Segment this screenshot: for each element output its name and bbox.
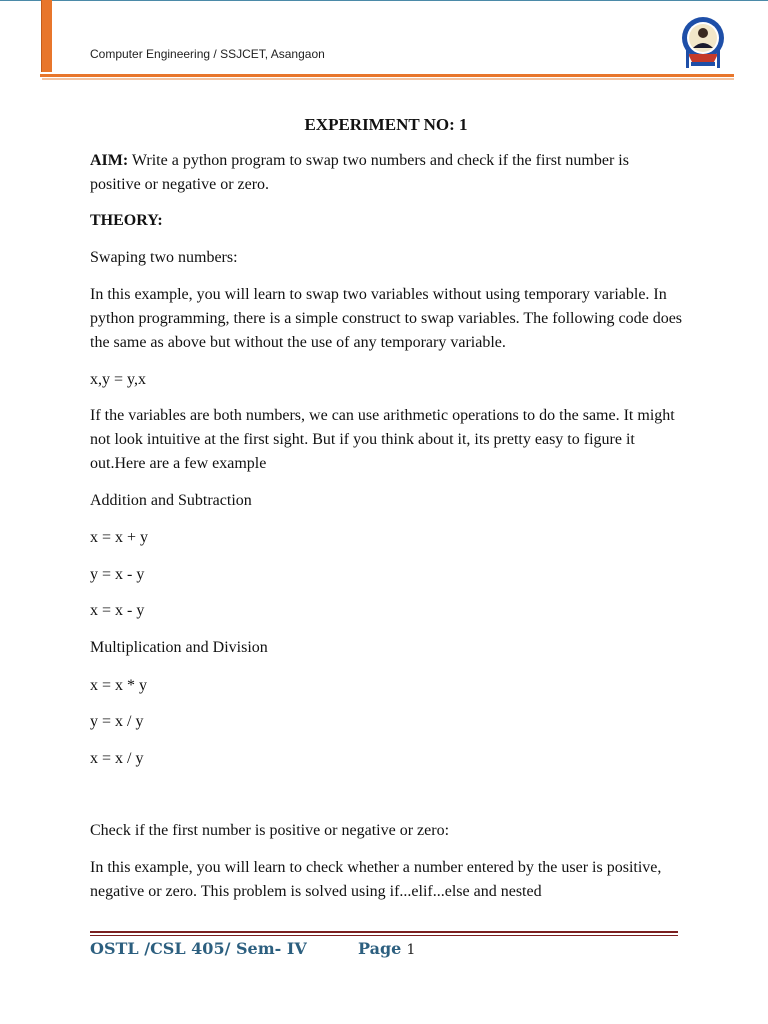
- footer-course: OSTL /CSL 405/ Sem- IV: [90, 939, 307, 958]
- check-intro: In this example, you will learn to check whether a number entered by the user is positive, negative or zero. This problem is solved using if...elif...else and nested: [90, 859, 662, 900]
- mul-div-heading: Multiplication and Division: [90, 639, 268, 656]
- header-divider: [40, 74, 734, 77]
- document-body: [90, 113, 682, 904]
- top-rule: [0, 0, 768, 1]
- swap-heading: Swaping two numbers:: [90, 249, 238, 266]
- header-divider-shadow: [42, 78, 734, 80]
- swap-code: x,y = y,x: [90, 371, 146, 388]
- header-accent-bar: [41, 0, 52, 72]
- aim-label: AIM:: [90, 152, 129, 169]
- code-line: x = x * y: [90, 677, 148, 694]
- footer-divider-thin: [90, 935, 678, 936]
- check-heading: Check if the first number is positive or negative or zero:: [90, 822, 450, 839]
- add-sub-heading: Addition and Subtraction: [90, 492, 252, 509]
- college-logo-icon: [678, 14, 728, 74]
- page-number: 1: [406, 942, 416, 958]
- header-institution: Computer Engineering / SSJCET, Asangaon: [90, 47, 325, 61]
- footer-divider: [90, 931, 678, 933]
- code-line: y = x - y: [90, 566, 145, 583]
- code-line: x = x + y: [90, 529, 149, 546]
- code-line: x = x - y: [90, 602, 145, 619]
- footer-page: [358, 939, 415, 958]
- swap-intro: In this example, you will learn to swap two variables without using temporary variable. In python programming, there is a simple construct to swap variables. The following code does the same as above but without the use of any temporary variable.: [90, 286, 683, 351]
- page-title: EXPERIMENT NO: 1: [304, 115, 468, 134]
- aim-text: Write a python program to swap two numbers and check if the first number is positive or negative or zero.: [90, 152, 629, 193]
- code-line: x = x / y: [90, 750, 144, 767]
- theory-heading: THEORY:: [90, 212, 163, 229]
- arith-intro: If the variables are both numbers, we can use arithmetic operations to do the same. It might not look intuitive at the first sight. But if you think about it, its pretty easy to figure it out.Here are a few example: [90, 407, 675, 472]
- code-line: y = x / y: [90, 713, 144, 730]
- page-label: Page: [358, 939, 402, 958]
- aim-paragraph: [90, 149, 682, 197]
